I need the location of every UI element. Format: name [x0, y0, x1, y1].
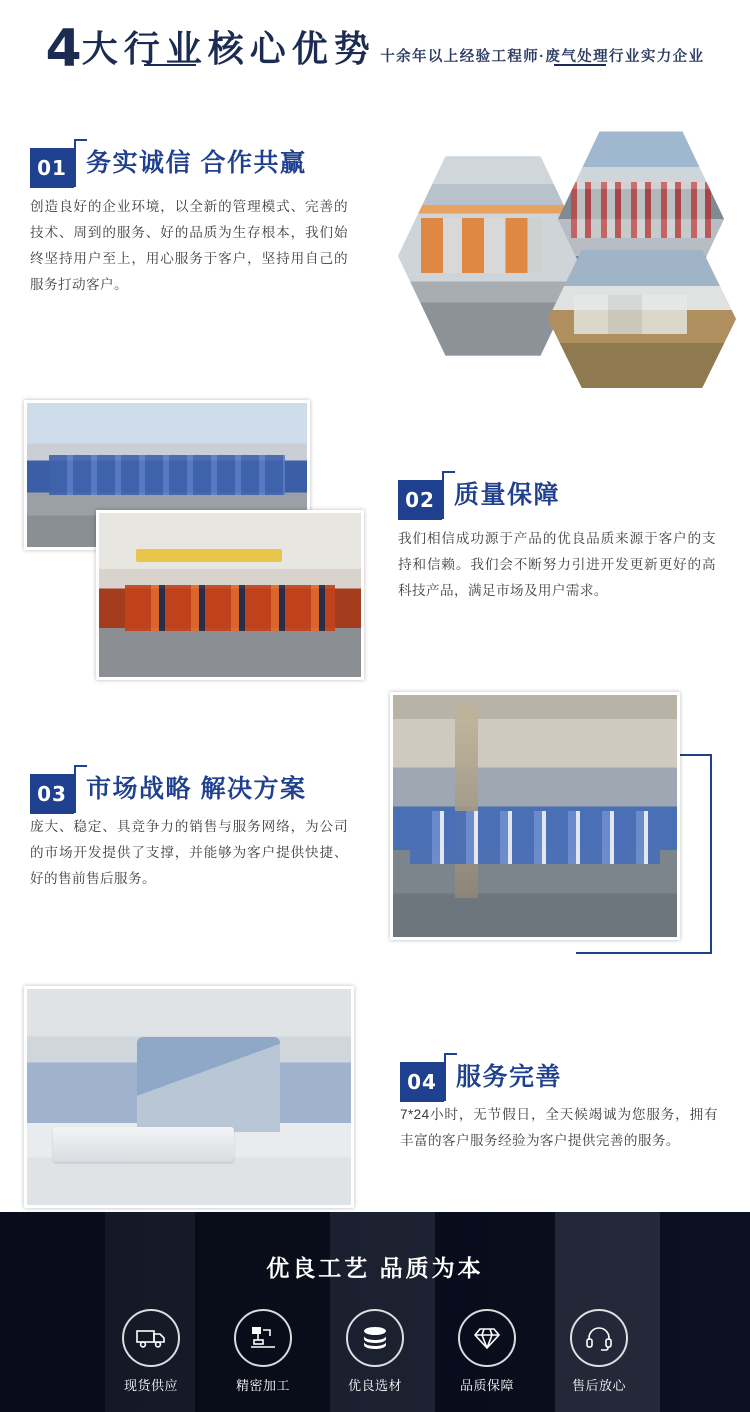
photo-customer-service-team — [24, 986, 354, 1208]
title-corner-02 — [442, 471, 455, 519]
title-corner-01 — [74, 139, 87, 187]
block-title-02: 质量保障 — [454, 481, 561, 509]
page-subtitle: 十余年以上经验工程师·废气处理行业实力企业 — [380, 49, 705, 65]
page-header — [0, 0, 750, 118]
block-number-03: 03 — [30, 774, 74, 814]
block-number-04: 04 — [400, 1062, 444, 1102]
block-number-01: 01 — [30, 148, 74, 188]
footer-item-label: 品质保障 — [459, 1378, 514, 1393]
block-body-03: 庞大、稳定、具竞争力的销售与服务网络，为公司的市场开发提供了支撑，并能够为客户提供快捷、好的售前售后服务。 — [30, 819, 348, 886]
footer-item-precision-machining — [220, 1309, 306, 1394]
page-title-number: 4 — [45, 19, 82, 79]
photo-factory-interior-line — [390, 692, 680, 940]
block-title-03: 市场战略 解决方案 — [86, 775, 307, 803]
footer-title: 优良工艺 品质为本 — [266, 1255, 484, 1281]
layers-icon — [346, 1309, 404, 1367]
block-body-01: 创造良好的企业环境，以全新的管理模式、完善的技术、周到的服务、好的品质为生存根本，我们始终坚持用户至上，用心服务于客户，坚持用自己的服务打动客户。 — [30, 199, 348, 292]
title-corner-03 — [74, 765, 87, 813]
diamond-icon — [458, 1309, 516, 1367]
page-title — [45, 19, 376, 79]
footer-item-label: 精密加工 — [235, 1378, 290, 1393]
machine-icon — [234, 1309, 292, 1367]
block-01-image-group — [398, 126, 742, 390]
title-corner-04 — [444, 1053, 457, 1101]
block-number-02: 02 — [398, 480, 442, 520]
photo-outdoor-equipment — [548, 244, 736, 394]
advantage-block-03 — [0, 686, 750, 978]
advantage-block-04 — [0, 978, 750, 1228]
footer-item-quality-material — [332, 1309, 418, 1394]
footer-feature-list — [0, 1309, 750, 1394]
footer-item-quality-guarantee — [444, 1309, 530, 1394]
footer-item-after-sales — [556, 1309, 642, 1394]
footer-banner — [0, 1212, 750, 1412]
block-title-04: 服务完善 — [456, 1063, 563, 1091]
footer-item-label: 优良选材 — [347, 1378, 402, 1393]
block-body-02: 我们相信成功源于产品的优良品质来源于客户的支持和信赖。我们会不断努力引进开发更新更好的高科技产品，满足市场及用户需求。 — [398, 531, 716, 598]
photo-catalytic-furnace — [96, 510, 364, 680]
footer-item-label: 现货供应 — [123, 1378, 178, 1393]
page-title-text: 大行业核心优势 — [81, 28, 376, 69]
block-title-01: 务实诚信 合作共赢 — [86, 149, 307, 177]
block-body-04: 7*24小时，无节假日，全天候竭诚为您服务，拥有丰富的客户服务经验为客户提供完善的服务。 — [400, 1107, 718, 1148]
footer-item-stock-supply — [108, 1309, 194, 1394]
footer-item-label: 售后放心 — [571, 1378, 626, 1393]
headset-icon — [570, 1309, 628, 1367]
truck-icon — [122, 1309, 180, 1367]
advantage-block-02 — [0, 390, 750, 686]
advantage-block-01 — [0, 118, 750, 390]
